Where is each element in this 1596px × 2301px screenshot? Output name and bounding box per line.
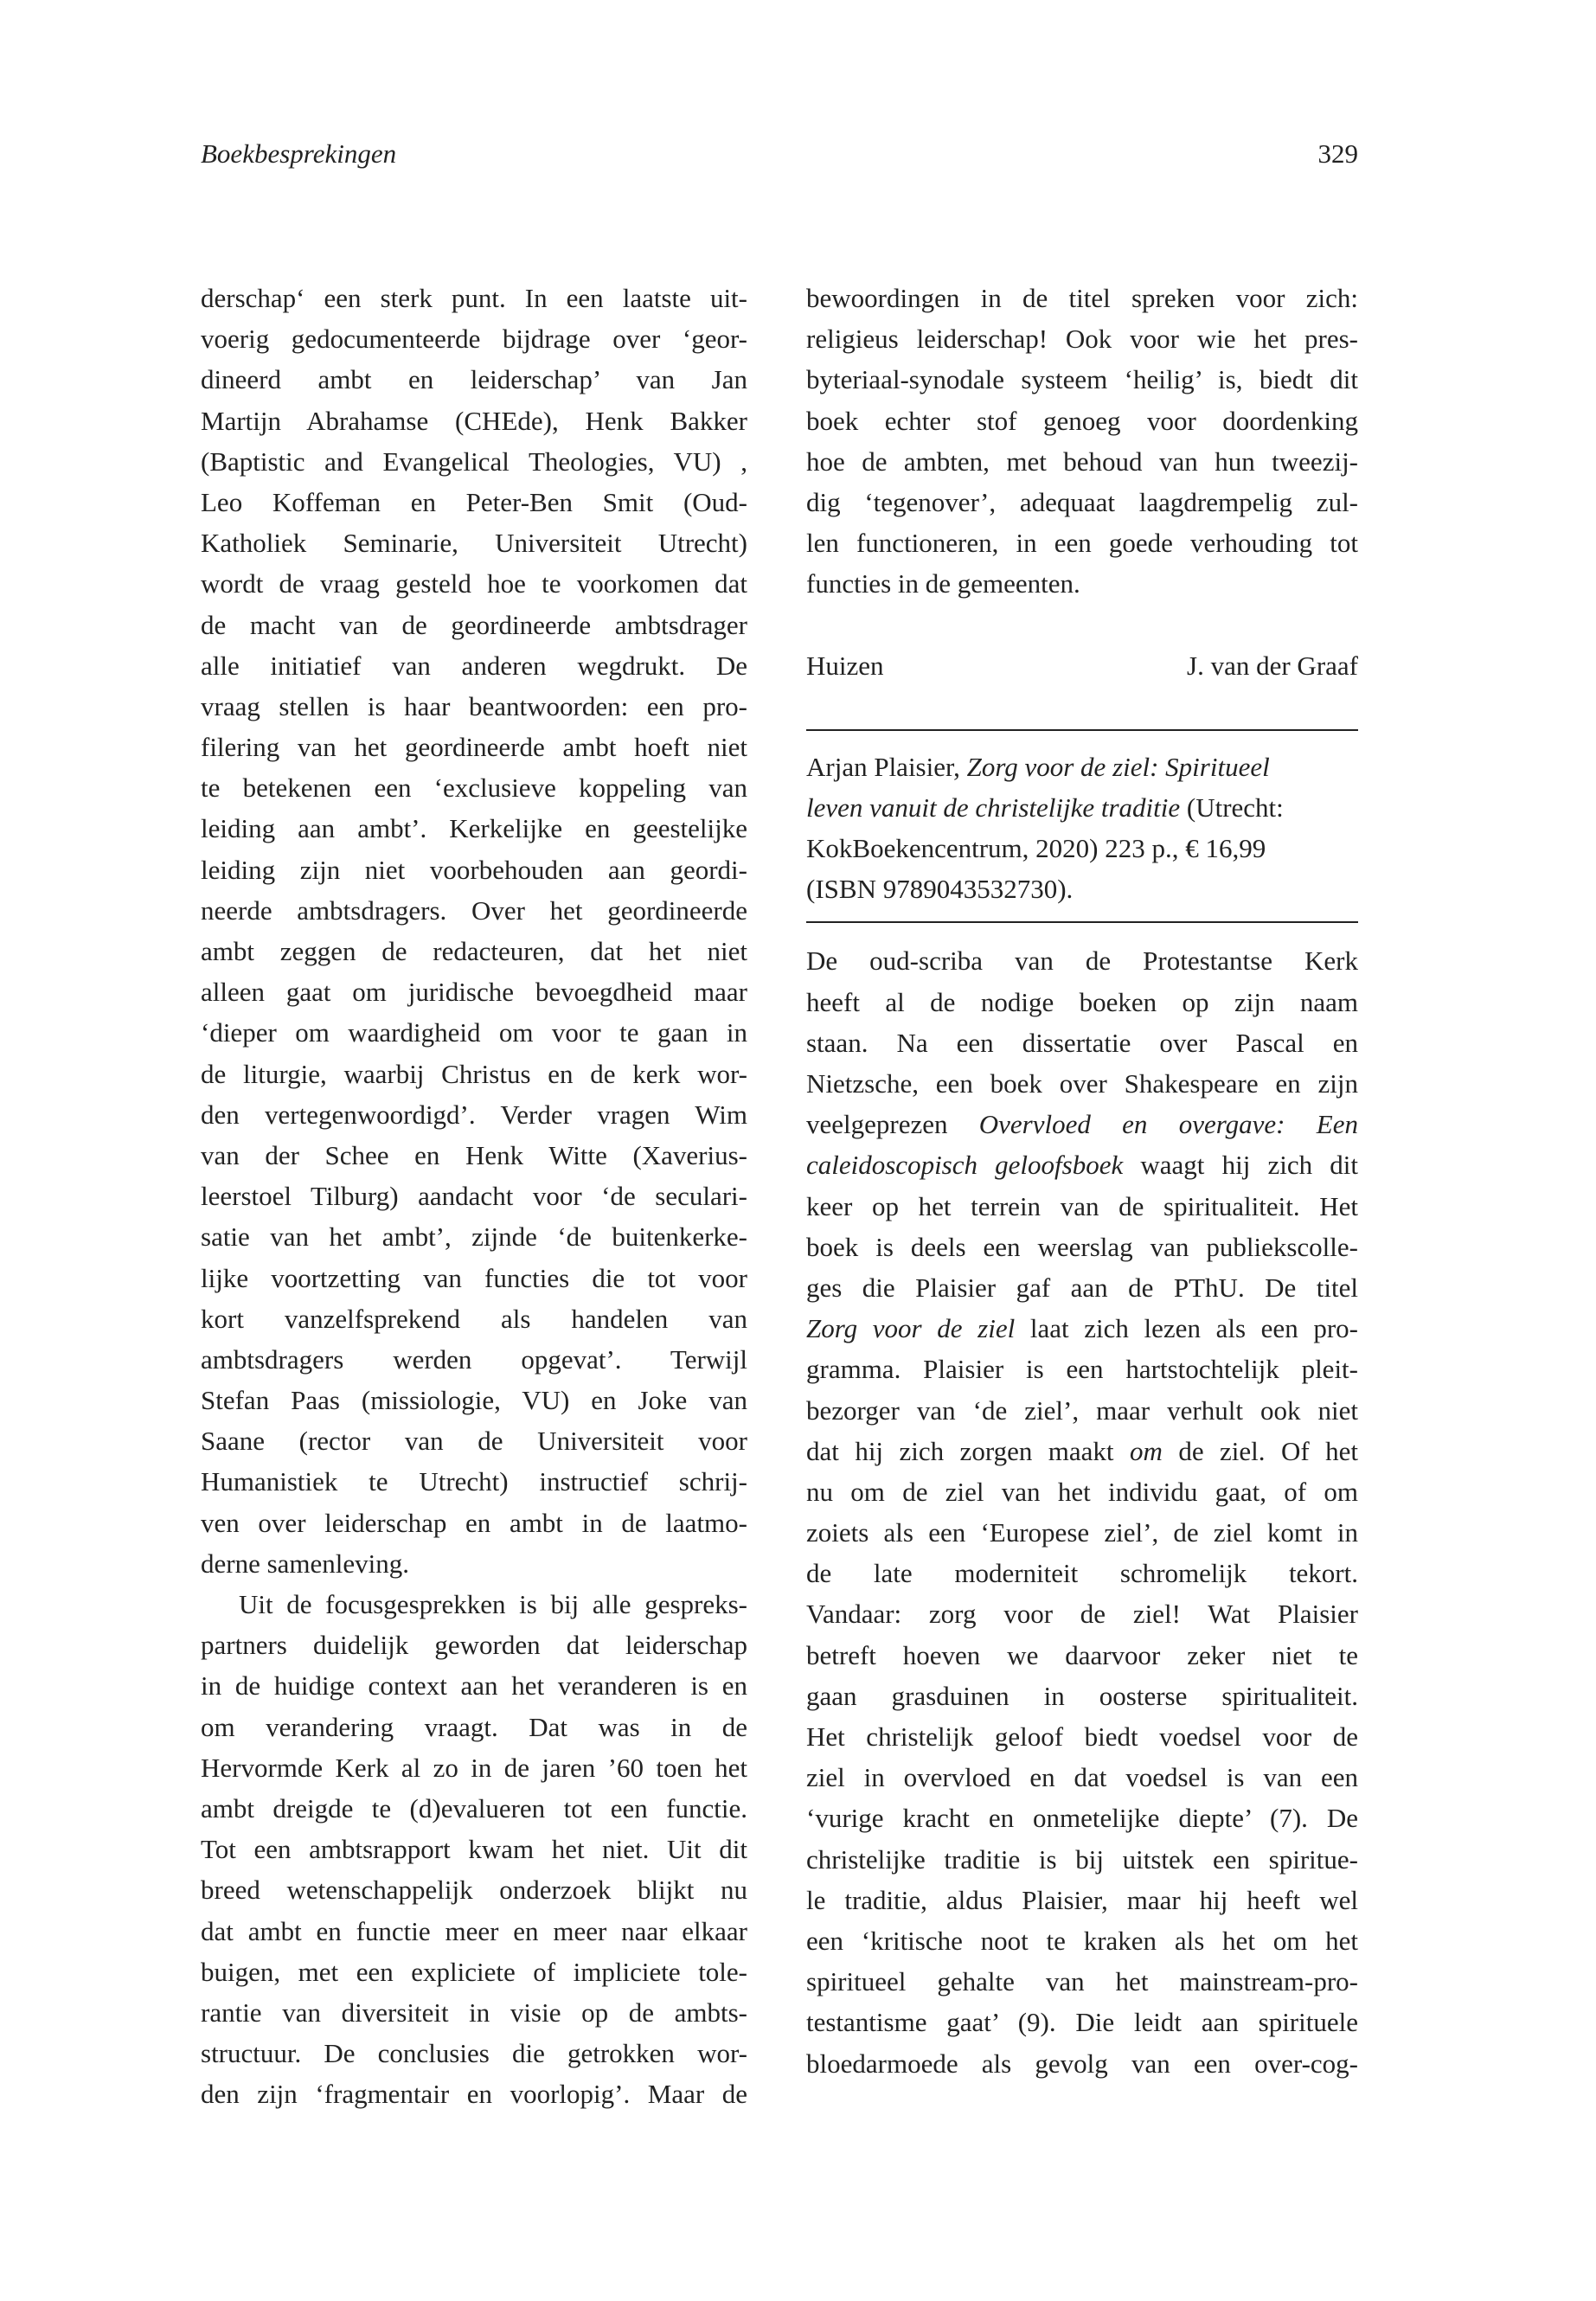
text-line: heeft al de nodige boeken op zijn naam xyxy=(806,986,1358,1017)
text-line: gaan grasduinen in oosterse spiritualiteit. xyxy=(806,1680,1358,1711)
text-line: buigen, met een expliciete of impliciete tole- xyxy=(201,1956,747,1987)
text-line: Tot een ambtsrapport kwam het niet. Uit dit xyxy=(201,1834,747,1865)
text-line: Leo Koffeman en Peter-Ben Smit (Oud- xyxy=(201,486,747,517)
text-line: wordt de vraag gesteld hoe te voorkomen dat xyxy=(201,568,747,599)
text-line: boek is deels een weerslag van publiekscolle- xyxy=(806,1231,1358,1262)
text-line: Saane (rector van de Universiteit voor xyxy=(201,1426,747,1457)
biblio-line-2 xyxy=(806,787,1358,828)
review-signature xyxy=(806,645,1358,686)
text-line: Hervormde Kerk al zo in de jaren ’60 toen het xyxy=(201,1752,747,1783)
text-line: Humanistiek te Utrecht) instructief schrij- xyxy=(201,1466,747,1497)
text-line: ‘vurige kracht en onmetelijke diepte’ (7). De xyxy=(806,1803,1358,1834)
text-line xyxy=(806,1431,1358,1471)
text-line: derschap‘ een sterk punt. In een laatste uit- xyxy=(201,283,747,313)
text-line xyxy=(806,1308,1358,1349)
text-run: de ziel. Of het xyxy=(1162,1435,1358,1466)
text-line: den zijn ‘fragmentair en voorlopig’. Maar de xyxy=(201,2079,747,2110)
text-line: De oud-scriba van de Protestantse Kerk xyxy=(806,945,1358,977)
text-line: (Baptistic and Evangelical Theologies, VU) , xyxy=(201,445,747,477)
text-line: derne samenleving. xyxy=(201,1548,410,1579)
text-line: ambt dreigde te (d)evalueren tot een functie. xyxy=(201,1792,747,1823)
text-line: betreft hoeven we daarvoor zeker niet te xyxy=(806,1639,1358,1670)
running-head: Boekbesprekingen xyxy=(201,138,397,169)
text-line: dat ambt en functie meer en meer naar elkaar xyxy=(201,1915,747,1946)
text-line xyxy=(806,1144,1358,1185)
text-line: om verandering vraagt. Dat was in de xyxy=(201,1711,747,1742)
text-line: bewoordingen in de titel spreken voor zich: xyxy=(806,283,1358,313)
text-line: vraag stellen is haar beantwoorden: een pro- xyxy=(201,690,747,721)
text-line: Stefan Paas (missiologie, VU) en Joke van xyxy=(201,1385,747,1416)
biblio-title-2: leven vanuit de christelijke traditie xyxy=(806,792,1181,823)
text-line: christelijke traditie is bij uitstek een spiritue- xyxy=(806,1843,1358,1875)
text-run: veelgeprezen xyxy=(806,1109,979,1140)
text-line: testantisme gaat’ (9). Die leidt aan spirituele xyxy=(806,2007,1358,2038)
text-line: ges die Plaisier gaf aan de PThU. De titel xyxy=(806,1272,1358,1303)
text-line: ziel in overvloed en dat voedsel is van een xyxy=(806,1762,1358,1793)
italic-word: om xyxy=(1129,1435,1163,1466)
text-line: de late moderniteit schromelijk tekort. xyxy=(806,1558,1358,1589)
text-line: bloedarmoede als gevolg van een over-cog- xyxy=(806,2048,1358,2079)
text-run: laat zich lezen als een pro- xyxy=(1015,1313,1358,1344)
text-line: zoiets als een ‘Europese ziel’, de ziel komt in xyxy=(806,1517,1358,1548)
text-line: leiding aan ambt’. Kerkelijke en geestelijke xyxy=(201,813,747,844)
text-line: Katholiek Seminarie, Universiteit Utrecht) xyxy=(201,528,747,559)
text-line: de liturgie, waarbij Christus en de kerk wor- xyxy=(201,1058,747,1089)
text-line: Nietzsche, een boek over Shakespeare en zijn xyxy=(806,1068,1358,1099)
right-column xyxy=(806,278,1358,2084)
text-line: hoe de ambten, met behoud van hun tweezij- xyxy=(806,445,1358,477)
text-line: len functioneren, in een goede verhouding tot xyxy=(806,528,1358,559)
text-line: structuur. De conclusies die getrokken wor- xyxy=(201,2038,747,2069)
text-line: Het christelijk geloof biedt voedsel voor de xyxy=(806,1721,1358,1752)
text-line: Uit de focusgesprekken is bij alle gespreks- xyxy=(239,1589,747,1619)
text-run: dat hij zich zorgen maakt xyxy=(806,1435,1130,1466)
text-line: staan. Na een dissertatie over Pascal en xyxy=(806,1027,1358,1058)
text-line: neerde ambtsdragers. Over het geordineerde xyxy=(201,894,747,926)
text-line: partners duidelijk geworden dat leiderschap xyxy=(201,1630,747,1661)
text-line: dig ‘tegenover’, adequaat laagdrempelig zul- xyxy=(806,486,1358,517)
text-line: den vertegenwoordigd’. Verder vragen Wim xyxy=(201,1099,747,1130)
text-line: functies in de gemeenten. xyxy=(806,568,1080,599)
paragraph-1 xyxy=(201,278,747,1584)
biblio-line-4: (ISBN 9789043532730). xyxy=(806,874,1074,905)
text-line: de macht van de geordineerde ambtsdrager xyxy=(201,609,747,640)
text-line: religieus leiderschap! Ook voor wie het pres- xyxy=(806,324,1358,355)
text-line: alle initiatief van anderen wegdrukt. De xyxy=(201,650,747,681)
text-line: ven over leiderschap en ambt in de laatmo- xyxy=(201,1507,747,1538)
biblio-publisher-start: (Utrecht: xyxy=(1180,792,1284,823)
italic-title: caleidoscopisch geloofsboek xyxy=(806,1150,1124,1181)
text-line: alleen gaat om juridische bevoegdheid maar xyxy=(201,977,747,1008)
text-line: van der Schee en Henk Witte (Xaverius- xyxy=(201,1139,747,1170)
text-line: keer op het terrein van de spiritualiteit. Het xyxy=(806,1190,1358,1221)
text-line: kort vanzelfsprekend als handelen van xyxy=(201,1303,747,1334)
biblio-line-1 xyxy=(806,747,1358,787)
review-body xyxy=(806,940,1358,2083)
text-line: in de huidige context aan het veranderen is en xyxy=(201,1670,747,1702)
signature-author: J. van der Graaf xyxy=(1187,650,1358,681)
signature-place: Huizen xyxy=(806,650,884,681)
text-line: leiding zijn niet voorbehouden aan geordi- xyxy=(201,854,747,885)
page-number: 329 xyxy=(1317,138,1358,169)
text-line: leerstoel Tilburg) aandacht voor ‘de seculari- xyxy=(201,1181,747,1212)
text-line: byteriaal-synodale systeem ‘heilig’ is, biedt dit xyxy=(806,364,1358,395)
text-line: voerig gedocumenteerde bijdrage over ‘geor- xyxy=(201,324,747,355)
text-line: lijke voortzetting van functies die tot voor xyxy=(201,1262,747,1293)
biblio-line-3: KokBoekencentrum, 2020) 223 p., € 16,99 xyxy=(806,833,1266,864)
paragraph-continued xyxy=(806,278,1358,605)
text-line xyxy=(806,1104,1358,1144)
text-line: le traditie, aldus Plaisier, maar hij heeft wel xyxy=(806,1884,1358,1915)
text-line: filering van het geordineerde ambt hoeft niet xyxy=(201,732,747,763)
text-run: waagt hij zich dit xyxy=(1123,1150,1358,1181)
text-line: te betekenen een ‘exclusieve koppeling van xyxy=(201,772,747,804)
divider-bottom xyxy=(806,921,1358,923)
italic-title: Overvloed en overgave: Een xyxy=(978,1109,1358,1140)
text-line: boek echter stof genoeg voor doordenking xyxy=(806,405,1358,436)
text-line: een ‘kritische noot te kraken als het om het xyxy=(806,1925,1358,1956)
text-line: breed wetenschappelijk onderzoek blijkt nu xyxy=(201,1875,747,1906)
biblio-author: Arjan Plaisier, xyxy=(806,751,967,782)
text-line: bezorger van ‘de ziel’, maar verhult ook niet xyxy=(806,1394,1358,1426)
text-line: Martijn Abrahamse (CHEde), Henk Bakker xyxy=(201,405,747,436)
text-line: satie van het ambt’, zijnde ‘de buitenkerke- xyxy=(201,1221,747,1253)
italic-title: Zorg voor de ziel xyxy=(806,1313,1016,1344)
text-line: ambt zeggen de redacteuren, dat het niet xyxy=(201,936,747,966)
text-line: ambtsdragers werden opgevat’. Terwijl xyxy=(201,1343,747,1375)
text-line: dineerd ambt en leiderschap’ van Jan xyxy=(201,364,747,395)
text-line: gramma. Plaisier is een hartstochtelijk pleit- xyxy=(806,1354,1358,1385)
text-line: ‘dieper om waardigheid om voor te gaan in xyxy=(201,1017,747,1048)
text-line: spiritueel gehalte van het mainstream-pro- xyxy=(806,1966,1358,1997)
page-header xyxy=(201,138,1358,182)
text-line: rantie van diversiteit in visie op de ambts- xyxy=(201,1997,747,2028)
divider-top xyxy=(806,729,1358,731)
bibliographic-entry xyxy=(806,747,1358,910)
biblio-title-1: Zorg voor de ziel: Spiritueel xyxy=(966,751,1270,782)
text-line: Vandaar: zorg voor de ziel! Wat Plaisier xyxy=(806,1599,1358,1630)
left-column xyxy=(201,278,747,2114)
text-line: nu om de ziel van het individu gaat, of om xyxy=(806,1476,1358,1507)
paragraph-2 xyxy=(201,1584,747,2114)
